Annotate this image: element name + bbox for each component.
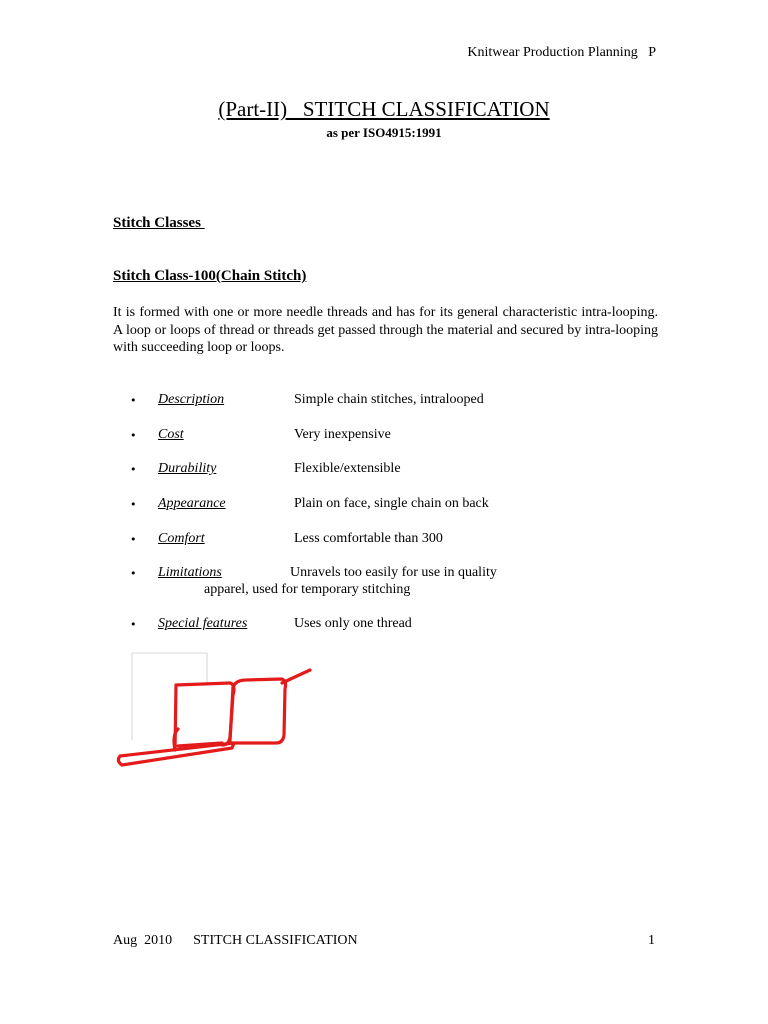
property-value: Flexible/extensible — [294, 461, 401, 477]
bullet-icon: • — [130, 567, 137, 581]
bullet-icon: • — [130, 498, 137, 512]
list-item-limitations — [130, 565, 670, 616]
property-label: Durability — [158, 461, 217, 477]
property-label: Description — [158, 392, 225, 407]
bullet-icon: • — [130, 532, 137, 546]
property-value: Very inexpensive — [294, 426, 391, 442]
bullet-icon: • — [130, 463, 137, 477]
property-label: Cost — [158, 426, 184, 442]
property-label: Comfort — [158, 530, 205, 546]
thread-segment-4 — [230, 687, 233, 741]
property-value: Less comfortable than 300 — [294, 530, 443, 546]
diagram-guide-lines — [132, 653, 207, 740]
chain-stitch-diagram — [112, 645, 317, 775]
bullet-icon: • — [130, 394, 137, 407]
property-label: Appearance — [158, 496, 226, 512]
thread-segment-1 — [175, 683, 230, 750]
list-item-comfort — [130, 531, 670, 566]
chain-stitch-thread — [118, 670, 310, 765]
page-subtitle: as per ISO4915:1991 — [326, 125, 442, 140]
section-heading-stitch-class-100: Stitch Class-100(Chain Stitch) — [113, 268, 307, 284]
page-title: (Part-II) STITCH CLASSIFICATION — [218, 97, 550, 121]
footer-date-title: Aug 2010 STITCH CLASSIFICATION — [113, 933, 358, 948]
property-value: Plain on face, single chain on back — [294, 496, 489, 512]
bullet-icon: • — [130, 618, 137, 632]
property-label: Special features — [158, 616, 248, 632]
list-item-description — [130, 392, 670, 427]
property-value-continuation: apparel, used for temporary stitching — [204, 582, 411, 598]
property-list — [130, 392, 670, 651]
thread-segment-6 — [282, 670, 310, 683]
property-label: Limitations — [158, 565, 222, 581]
property-value: Simple chain stitches, intralooped — [294, 392, 484, 407]
intro-paragraph: It is formed with one or more needle threads and has for its general characteristic intra-looping. A loop or loops of thread or threads get passed through the material and secured by intra-looping with succeeding loop or loops. — [113, 305, 658, 355]
thread-segment-5 — [230, 679, 286, 743]
property-value: Unravels too easily for use in quality — [290, 565, 497, 581]
list-item-appearance — [130, 496, 670, 531]
property-value: Uses only one thread — [294, 616, 412, 632]
running-header: Knitwear Production Planning P — [467, 45, 656, 60]
list-item-durability — [130, 461, 670, 496]
bullet-icon: • — [130, 428, 137, 442]
section-heading-stitch-classes: Stitch Classes — [113, 215, 205, 231]
list-item-cost — [130, 427, 670, 462]
page-number: 1 — [648, 933, 655, 948]
